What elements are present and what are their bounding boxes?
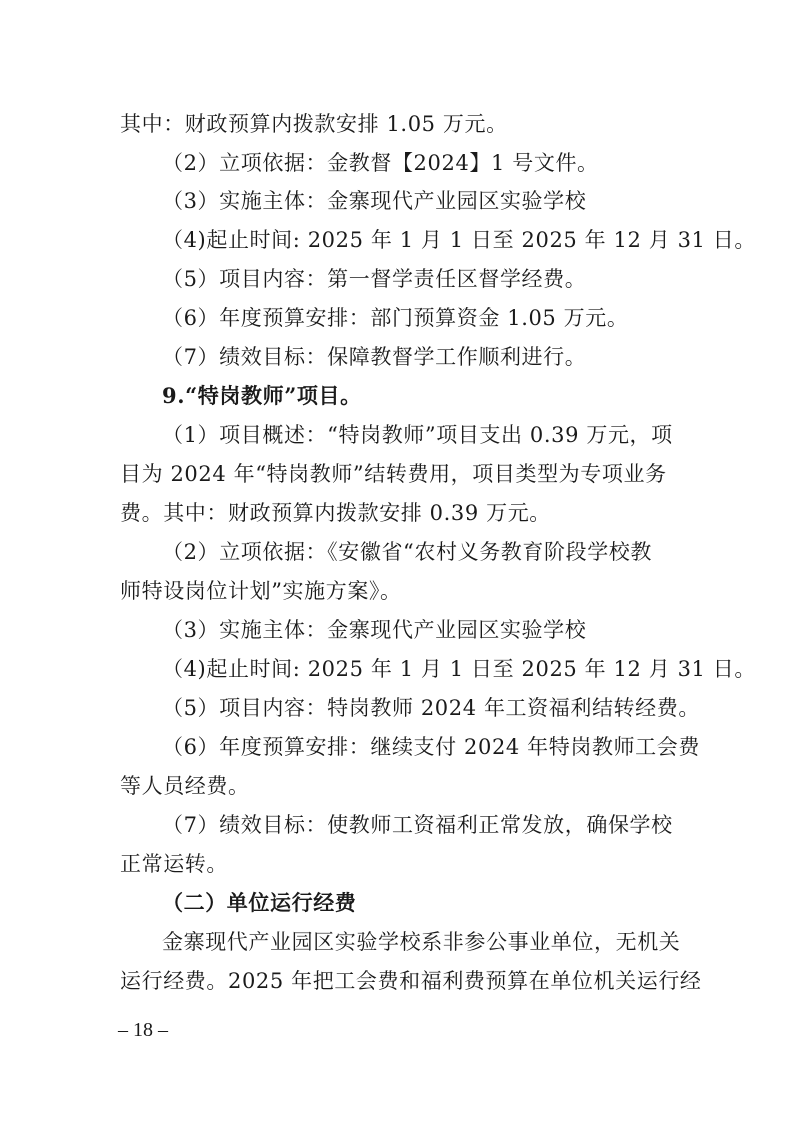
text-line: （3）实施主体：金寨现代产业园区实验学校: [162, 189, 587, 213]
section-heading: （二）单位运行经费: [162, 890, 357, 915]
text-line: （6）年度预算安排：部门预算资金 1.05 万元。: [162, 306, 629, 330]
text-line: 金寨现代产业园区实验学校系非参公事业单位，无机关: [162, 930, 681, 954]
page-number: – 18 –: [118, 1019, 168, 1041]
text-line: 其中：财政预算内拨款安排 1.05 万元。: [120, 112, 508, 136]
section-heading: 9.“特岗教师”项目。: [162, 383, 362, 408]
text-line: 师特设岗位计划”实施方案》。: [120, 579, 402, 603]
text-line: （5）项目内容：第一督学责任区督学经费。: [162, 267, 587, 291]
text-line: （4)起止时间: 2025 年 1 月 1 日至 2025 年 12 月 31 日。: [162, 228, 756, 252]
text-line: （2）立项依据：《安徽省“农村义务教育阶段学校教: [162, 540, 652, 564]
text-line: （7）绩效目标：使教师工资福利正常发放，确保学校: [162, 813, 673, 837]
text-line: （4)起止时间: 2025 年 1 月 1 日至 2025 年 12 月 31 日。: [162, 657, 756, 681]
text-line: （6）年度预算安排：继续支付 2024 年特岗教师工会费: [162, 735, 700, 759]
text-line: 正常运转。: [120, 852, 228, 876]
text-line: （2）立项依据：金教督【2024】1 号文件。: [162, 151, 599, 175]
text-line: 运行经费。2025 年把工会费和福利费预算在单位机关运行经: [120, 969, 702, 993]
text-line: 等人员经费。: [120, 774, 250, 798]
text-line: （5）项目内容：特岗教师 2024 年工资福利结转经费。: [162, 696, 700, 720]
text-line: 费。其中：财政预算内拨款安排 0.39 万元。: [120, 501, 551, 525]
text-line: （1）项目概述：“特岗教师”项目支出 0.39 万元，项: [162, 423, 673, 447]
text-line: （3）实施主体：金寨现代产业园区实验学校: [162, 618, 587, 642]
text-line: 目为 2024 年“特岗教师”结转费用，项目类型为专项业务: [120, 462, 667, 486]
text-line: （7）绩效目标：保障教督学工作顺利进行。: [162, 345, 587, 369]
